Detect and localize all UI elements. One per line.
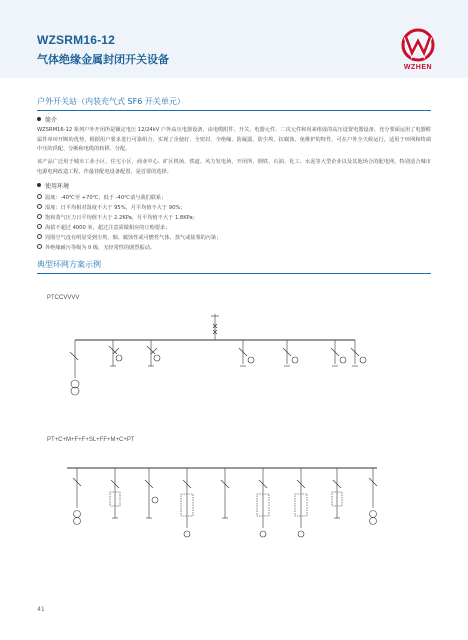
condition-text: 湿度：日平均相对湿度不大于 95%，月平均值不大于 90%；: [45, 205, 186, 211]
condition-text: 温度：-40℃至 +70℃，低于 -40℃请与我们联系；: [45, 195, 167, 201]
condition-item: [37, 234, 221, 241]
product-name: 气体绝缘金属封闭开关设备: [37, 53, 169, 66]
section-title-typical-scheme: 典型环网方案示例: [37, 260, 101, 269]
bullet-dot-icon: [37, 117, 41, 121]
section-divider: [37, 110, 431, 111]
condition-text: 海拔不超过 4000 米，超过注意需做相应的订购要求；: [45, 225, 171, 231]
circle-bullet-icon: [37, 204, 42, 209]
circle-bullet-icon: [37, 234, 42, 239]
condition-text: 饱和蒸气压力日平均值不大于 2.2KPa，月平均值不大于 1.8KPa；: [45, 215, 198, 221]
section-title-outdoor-switch: 户外开关站（内装充气式 SF6 开关单元）: [37, 97, 185, 106]
circle-bullet-icon: [37, 214, 42, 219]
circle-bullet-icon: [37, 244, 42, 249]
condition-item: [37, 244, 155, 251]
single-line-diagram-2: [37, 448, 431, 568]
intro-paragraph-2: 该产品广泛用于城市工业小区、住宅小区、商业中心、矿区机场、铁道、风力发电场、开闭所、钢铁、石油、化工、水泥等大型企业以及其他场合的配电网，特别适合城市电源电网改造工程，作最佳配电设备配置，是首要的选择。: [37, 159, 431, 175]
condition-text: 外绝缘耐污等级为 II 级，无经常性的剧烈振动。: [45, 245, 156, 251]
environment-heading: [37, 181, 69, 190]
condition-item: [37, 194, 166, 201]
condition-item: [37, 204, 185, 211]
condition-item: [37, 224, 170, 231]
condition-item: [37, 214, 198, 221]
intro-label: 简介: [45, 117, 58, 124]
single-line-diagram-1: [37, 300, 431, 400]
intro-heading: [37, 115, 57, 124]
scheme-1-label: PTCCVVVV: [47, 295, 80, 301]
circle-bullet-icon: [37, 224, 42, 229]
scheme-2-label: PT+C+M+F+F+SL+FF+M+C+PT: [47, 437, 135, 443]
circle-bullet-icon: [37, 194, 42, 199]
page-number: 41: [37, 606, 45, 613]
section-divider: [37, 273, 431, 274]
condition-text: 周围空气没有明显受到尘埃、烟、腐蚀性或可燃性气体、蒸气或盐雾的污染；: [45, 235, 222, 241]
bullet-dot-icon: [37, 183, 41, 187]
brand-logo-text: WZHEN: [403, 64, 433, 71]
environment-label: 使用环境: [45, 183, 70, 190]
product-model: WZSRM16-12: [37, 33, 116, 47]
intro-paragraph-1: WZSRM16-12 系列户外开闭所是额定电压 12/24kV 户外高压电器设备，由电缆附件、开关、电器元件、二次元件和用来组成的高压设置电器设备。充分要面运用了电器附属件单环开断的优势，根据用户要求进行可靠组合，实现了企使好、全密封、全绝缘、防凝露、防尘埃、抗腐蚀、免维护的特性，可在户外全天候运行，适用于环网和终端中压的供配、分断和电缆的转移、分配。: [37, 127, 431, 153]
